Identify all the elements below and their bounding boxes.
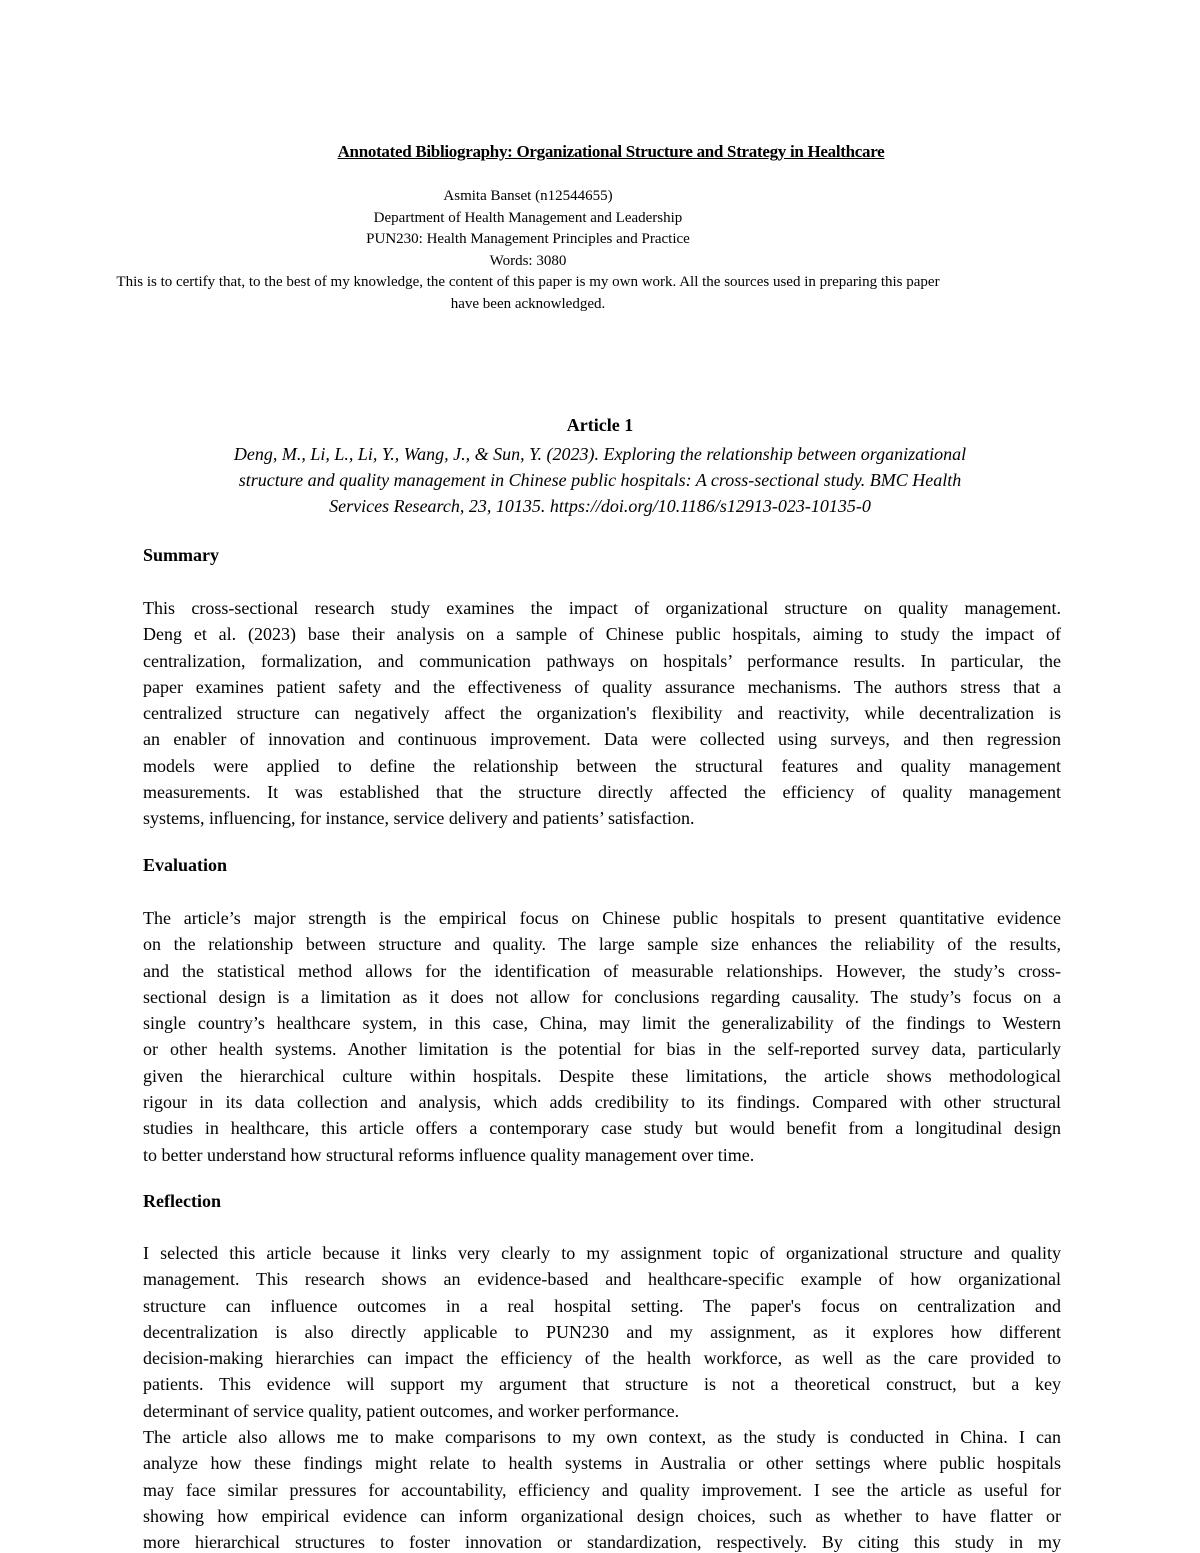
article-citation: [150, 441, 1050, 519]
reflection-paragraph-2: [143, 1424, 1061, 1553]
citation-line: Deng, M., Li, L., Li, Y., Wang, J., & Sun, Y. (2023). Exploring the relationship between organizational: [233, 444, 967, 464]
author-line: Asmita Banset (n12544655): [443, 188, 613, 204]
certification-line-2: have been acknowledged.: [450, 295, 606, 312]
document-title: Annotated Bibliography: Organizational Structure and Strategy in Healthcare: [337, 142, 885, 161]
paragraph-line: analyze how these findings might relate to health systems in Australia or other settings where public hospitals: [143, 1453, 1061, 1474]
paragraph-line: or other health systems. Another limitation is the potential for bias in the self-reported survey data, particularly: [143, 1039, 1061, 1060]
paragraph-line: single country’s healthcare system, in this case, China, may limit the generalizability of the findings to Western: [143, 1013, 1061, 1034]
department-line: Department of Health Management and Leadership: [373, 209, 683, 226]
paragraph-line: more hierarchical structures to foster innovation or standardization, respectively. By citing this study in my: [143, 1532, 1061, 1553]
article-heading: Article 1: [566, 415, 634, 435]
paragraph-line: paper examines patient safety and the effectiveness of quality assurance mechanisms. The authors stress that a: [143, 676, 1061, 697]
paragraph-line: measurements. It was established that the structure directly affected the efficiency of quality management: [143, 782, 1061, 803]
paragraph-line: showing how empirical evidence can inform organizational design choices, such as whether to have flatter or: [143, 1505, 1061, 1526]
summary-heading: Summary: [143, 545, 219, 565]
paragraph-line: may face similar pressures for accountability, efficiency and quality improvement. I see the article as useful for: [143, 1479, 1061, 1500]
word-count: Words: 3080: [489, 252, 567, 269]
paragraph-line: Deng et al. (2023) base their analysis on a sample of Chinese public hospitals, aiming to study the impact of: [143, 624, 1061, 645]
paragraph-line: decentralization is also directly applicable to PUN230 and my assignment, as it explores how different: [143, 1321, 1061, 1342]
paragraph-line: This cross-sectional research study examines the impact of organizational structure on quality management.: [143, 598, 1061, 618]
paragraph-line: centralization, formalization, and communication pathways on hospitals’ performance results. In particular, the: [143, 650, 1061, 671]
title-page-details: [0, 186, 1056, 315]
paragraph-line: The article’s major strength is the empirical focus on Chinese public hospitals to present quantitative evidence: [143, 908, 1061, 928]
paragraph-line: models were applied to define the relationship between the structural features and quality management: [143, 755, 1061, 776]
paragraph-line: centralized structure can negatively affect the organization's flexibility and reactivity, while decentralization is: [143, 703, 1061, 724]
paragraph-line: rigour in its data collection and analysis, which adds credibility to its findings. Compared with other structural: [143, 1092, 1061, 1113]
course-line: PUN230: Health Management Principles and Practice: [366, 231, 690, 247]
paragraph-line: patients. This evidence will support my argument that structure is not a theoretical construct, but a key: [143, 1374, 1061, 1395]
paragraph-line: determinant of service quality, patient outcomes, and worker performance.: [143, 1400, 680, 1421]
summary-paragraph: [143, 595, 1061, 832]
certification-line-1: This is to certify that, to the best of my knowledge, the content of this paper is my own work. All the sources used in preparing this paper: [116, 274, 940, 290]
citation-line: Services Research, 23, 10135. https://doi.org/10.1186/s12913-023-10135-0: [329, 496, 871, 516]
paragraph-line: an enabler of innovation and continuous improvement. Data were collected using surveys, and then regression: [143, 729, 1061, 750]
paragraph-line: systems, influencing, for instance, service delivery and patients’ satisfaction.: [143, 808, 695, 829]
paragraph-line: decision-making hierarchies can impact the efficiency of the health workforce, as well as the care provided to: [143, 1348, 1061, 1369]
reflection-heading: Reflection: [143, 1191, 221, 1211]
paragraph-line: to better understand how structural reforms influence quality management over time.: [143, 1144, 755, 1165]
citation-line: structure and quality management in Chinese public hospitals: A cross-sectional study. BMC Health: [238, 470, 962, 490]
paragraph-line: sectional design is a limitation as it does not allow for conclusions regarding causality. The study’s focus on a: [143, 986, 1061, 1007]
paragraph-line: given the hierarchical culture within hospitals. Despite these limitations, the article shows methodological: [143, 1065, 1061, 1086]
paragraph-line: management. This research shows an evidence-based and healthcare-specific example of how organizational: [143, 1269, 1061, 1290]
evaluation-paragraph: [143, 905, 1061, 1168]
paragraph-line: and the statistical method allows for the identification of measurable relationships. However, the study’s cross-: [143, 960, 1061, 981]
paragraph-line: The article also allows me to make comparisons to my own context, as the study is conducted in China. I can: [143, 1427, 1061, 1447]
paragraph-line: on the relationship between structure and quality. The large sample size enhances the reliability of the results,: [143, 934, 1061, 955]
paragraph-line: structure can influence outcomes in a real hospital setting. The paper's focus on centralization and: [143, 1295, 1061, 1316]
reflection-paragraph-1: [143, 1240, 1061, 1424]
paragraph-line: I selected this article because it links very clearly to my assignment topic of organizational structure and quality: [143, 1243, 1061, 1263]
evaluation-heading: Evaluation: [143, 855, 228, 875]
paragraph-line: studies in healthcare, this article offers a contemporary case study but would benefit from a longitudinal design: [143, 1118, 1061, 1139]
